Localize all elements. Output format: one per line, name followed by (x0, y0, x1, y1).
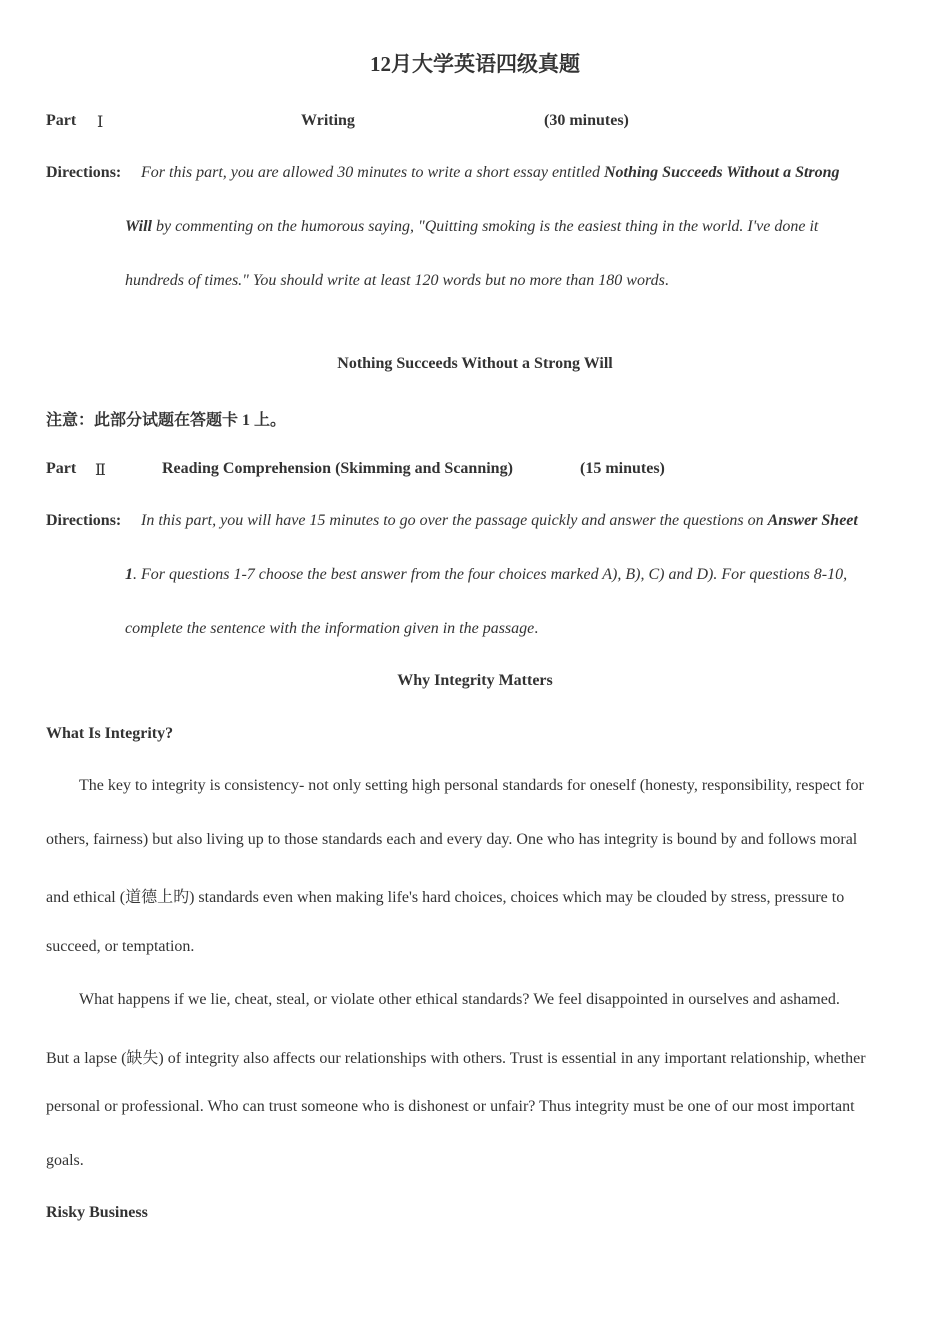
paragraph1-line2: others, fairness) but also living up to those standards each and every day. One who has integrity is bound by and follows moral (46, 831, 858, 848)
part2-directions-line2 (125, 566, 847, 584)
part1-directions-line1 (141, 164, 840, 182)
part1-directions-line2 (125, 218, 818, 236)
paragraph1-line3: and ethical (道德上旳) standards even when making life's hard choices, choices which may be clouded by stress, pressure to (46, 889, 845, 906)
part1-section: Writing (301, 112, 355, 129)
paragraph1-line4: succeed, or temptation. (46, 938, 195, 955)
paragraph2-line4: goals. (46, 1152, 84, 1169)
essay-title-inline: Nothing Succeeds Without a Strong (603, 164, 840, 181)
paragraph2-line1: What happens if we lie, cheat, steal, or violate other ethical standards? We feel disappointed in ourselves and ashamed. (79, 991, 840, 1008)
directions-text: . For questions 1-7 choose the best answer from the four choices marked A), B), C) and D). For questions 8-10, (133, 566, 848, 583)
essay-title: Nothing Succeeds Without a Strong Will (337, 355, 613, 372)
part2-directions-label: Directions: (46, 512, 122, 529)
section-heading-integrity: What Is Integrity? (46, 725, 174, 742)
directions-period: . (534, 620, 539, 637)
directions-text: hundreds of times." You should write at least 120 words but no more than 180 words (125, 272, 665, 289)
directions-text: by commenting on the humorous saying, "Quitting smoking is the easiest thing in the world. I've done it (151, 218, 819, 235)
directions-text: complete the sentence with the information given in the passage (125, 620, 535, 637)
part1-directions-line3 (125, 272, 669, 290)
part1-time: (30 minutes) (544, 112, 629, 129)
part1-directions-label: Directions: (46, 164, 122, 181)
directions-period: . (664, 272, 669, 289)
part2-label: Part (46, 460, 77, 477)
part2-time: (15 minutes) (580, 460, 665, 477)
answer-sheet-note: 注意：此部分试题在答题卡 1 上。 (46, 412, 287, 429)
directions-text: In this part, you will have 15 minutes to go over the passage quickly and answer the questions on (141, 512, 768, 529)
part2-section: Reading Comprehension (Skimming and Scanning) (162, 460, 513, 477)
part1-label: Part (46, 112, 77, 129)
part2-directions-line3 (125, 620, 538, 638)
paragraph1-line1: The key to integrity is consistency- not only setting high personal standards for oneself (honesty, responsibility, respect for (79, 777, 864, 794)
part1-number: Ⅰ (97, 114, 104, 131)
part2-directions-line1 (141, 512, 858, 530)
answer-sheet-inline: Answer Sheet (767, 512, 858, 529)
essay-title-inline-end: Will (125, 218, 152, 235)
paragraph2-line2: But a lapse (缺失) of integrity also affects our relationships with others. Trust is essential in any important relationship, whether (46, 1050, 866, 1067)
answer-sheet-number: 1 (125, 566, 133, 583)
page-title: 12月大学英语四级真题 (370, 52, 580, 76)
passage-title: Why Integrity Matters (397, 672, 553, 689)
part2-number: Ⅱ (95, 462, 106, 479)
directions-text: For this part, you are allowed 30 minutes to write a short essay entitled (141, 164, 604, 181)
section-heading-risky-business: Risky Business (46, 1204, 148, 1221)
paragraph2-line3: personal or professional. Who can trust someone who is dishonest or unfair? Thus integrity must be one of our most important (46, 1098, 855, 1115)
